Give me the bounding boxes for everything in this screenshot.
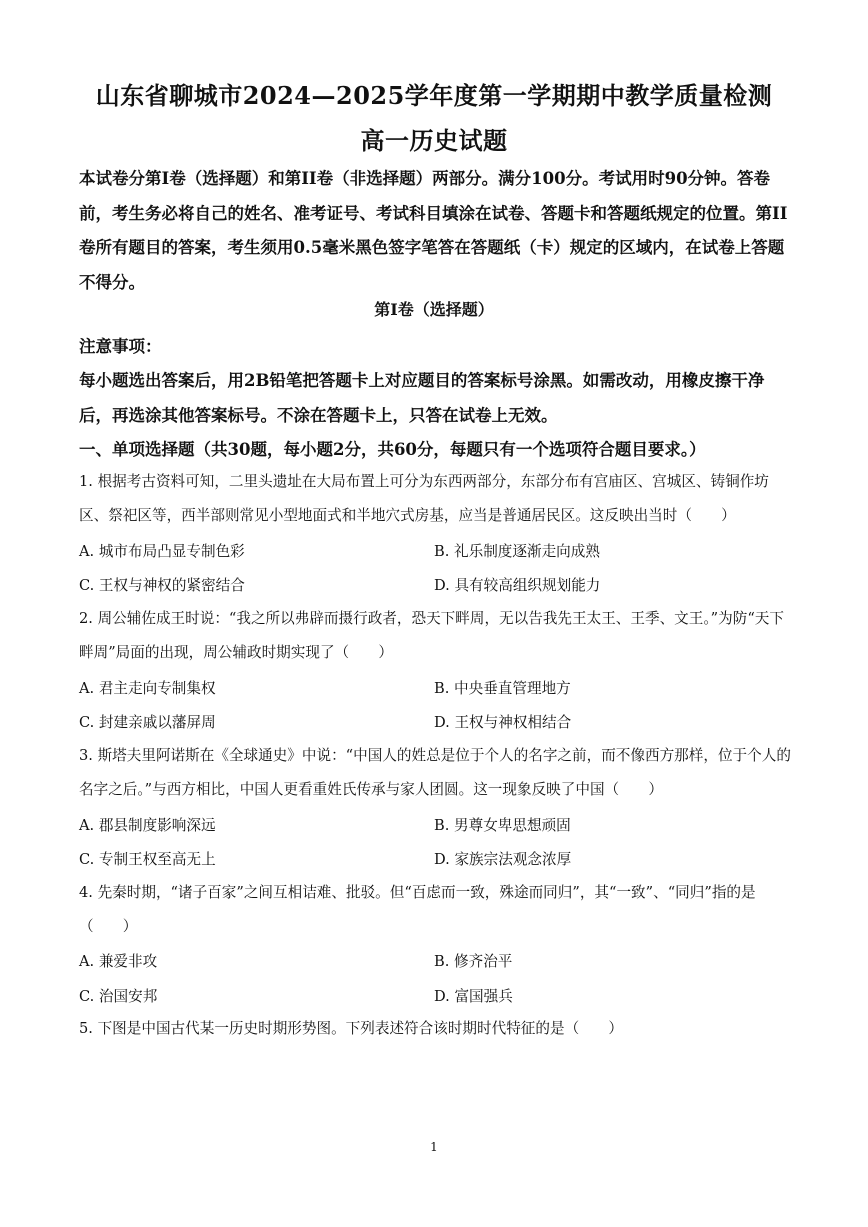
question-3: 3. 斯塔夫里阿诺斯在《全球通史》中说：“中国人的姓总是位于个人的名字之前，而不像西方那样，位于个人的名字之后。”与西方相比，中国人更看重姓氏传承与家人团圆。这一现象反映了中国（ ） [79,747,791,798]
part-title: 一、单项选择题（共30题，每小题2分，共60分，每题只有一个选项符合题目要求。） [79,440,706,459]
question-4: 4. 先秦时期，“诸子百家”之间互相诘难、批驳。但“百虑而一致，殊途而同归”，其“一致”、“同归”指的是（ ） [79,884,756,935]
question-3-option-d: D. 家族宗法观念浓厚 [434,851,572,868]
question-2-option-c: C. 封建亲戚以藩屏周 [79,714,216,731]
question-3-option-b: B. 男尊女卑思想顽固 [434,817,571,834]
question-4-option-a: A. 兼爱非攻 [79,953,158,970]
exam-instructions: 本试卷分第Ⅰ卷（选择题）和第II卷（非选择题）两部分。满分100分。考试用时90分钟。答卷前，考生务必将自己的姓名、准考证号、考试科目填涂在试卷、答题卡和答题纸规定的位置。第II卷所有题目的答案，考生须用0.5毫米黑色签字笔答在答题纸（卡）规定的区域内，在试卷上答题不得分。 [79,169,788,292]
question-2-option-b: B. 中央垂直管理地方 [434,680,571,697]
section-title: 第Ⅰ卷（选择题） [374,300,494,319]
question-1: 1. 根据考古资料可知，二里头遗址在大局布置上可分为东西两部分，东部分布有宫庙区、宫城区、铸铜作坊区、祭祀区等，西半部则常见小型地面式和半地穴式房基，应当是普通居民区。这反映出当时（ ） [79,473,769,524]
question-4-option-b: B. 修齐治平 [434,953,513,970]
question-1-option-a: A. 城市布局凸显专制色彩 [79,543,245,560]
exam-title: 山东省聊城市2024—2025学年度第一学期期中教学质量检测 [95,81,773,110]
question-4-option-c: C. 治国安邦 [79,988,158,1005]
notice-text: 每小题选出答案后，用2B铅笔把答题卡上对应题目的答案标号涂黑。如需改动，用橡皮擦干净后，再选涂其他答案标号。不涂在答题卡上，只答在试卷上无效。 [79,371,765,425]
question-5: 5. 下图是中国古代某一历史时期形势图。下列表述符合该时期时代特征的是（ ） [79,1020,623,1037]
exam-subtitle: 高一历史试题 [360,126,508,155]
question-1-option-d: D. 具有较高组织规划能力 [434,577,601,594]
question-4-option-d: D. 富国强兵 [434,988,513,1005]
question-2-option-a: A. 君主走向专制集权 [79,680,216,697]
page-number: 1 [430,1140,438,1154]
question-3-option-c: C. 专制王权至高无上 [79,851,216,868]
notice-label: 注意事项： [79,337,162,356]
question-1-option-c: C. 王权与神权的紧密结合 [79,577,245,594]
question-2-option-d: D. 王权与神权相结合 [434,714,572,731]
question-3-option-a: A. 郡县制度影响深远 [79,817,216,834]
question-2: 2. 周公辅佐成王时说：“我之所以弗辟而摄行政者，恐天下畔周，无以告我先王太王、王季、文王。”为防“天下畔周”局面的出现，周公辅政时期实现了（ ） [79,610,784,661]
question-1-option-b: B. 礼乐制度逐渐走向成熟 [434,543,600,560]
